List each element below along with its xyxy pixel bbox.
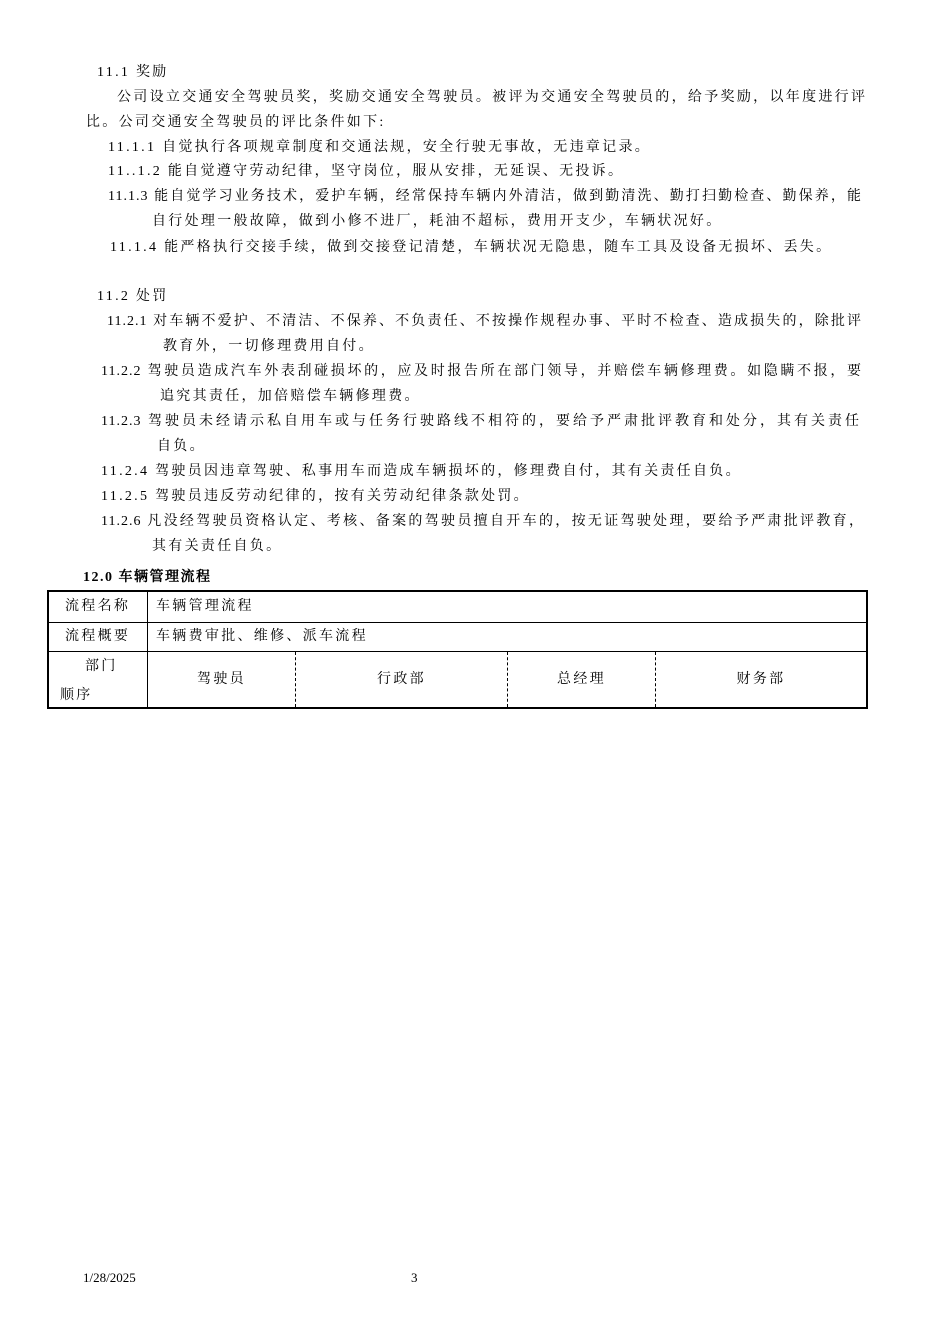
dept-general-manager: 总经理 [508, 652, 656, 707]
item-11-2-1-line-1: 11.2.1 对车辆不爱护、不清洁、不保养、不负责任、不按操作规程办事、平时不检查、造成损失的，除批评 [107, 314, 862, 329]
item-11-2-1-line-2: 教育外，一切修理费用自付。 [163, 339, 375, 354]
item-11-2-6-line-2: 其有关责任自负。 [152, 539, 283, 554]
flow-table [47, 590, 868, 709]
item-11-1-2: 11..1.2 能自觉遵守劳动纪律，坚守岗位，服从安排，无延误、无投诉。 [108, 164, 625, 179]
order-header-label: 顺序 [60, 688, 93, 703]
footer-date: 1/28/2025 [83, 1270, 136, 1285]
section-11-1-intro-line-1: 公司设立交通安全驾驶员奖，奖励交通安全驾驶员。被评为交通安全驾驶员的，给予奖励，以年度进行评 [117, 90, 866, 105]
item-11-2-3-line-1: 11.2.3 驾驶员未经请示私自用车或与任务行驶路线不相符的，要给予严肃批评教育和处分，其有关责任 [101, 414, 860, 429]
footer-page-number: 3 [411, 1270, 418, 1285]
item-11-2-3-line-2: 自负。 [157, 439, 206, 454]
flow-summary-label: 流程概要 [49, 623, 148, 652]
dept-finance: 财务部 [736, 671, 786, 687]
item-11-2-2-line-2: 追究其责任，加倍赔偿车辆修理费。 [160, 389, 421, 404]
item-11-2-2-line-1: 11.2.2 驾驶员造成汽车外表刮碰损坏的，应及时报告所在部门领导，并赔偿车辆修理费。如隐瞒不报，要 [101, 364, 862, 379]
flow-name-value: 车辆管理流程 [148, 592, 866, 623]
flow-name-label: 流程名称 [49, 592, 148, 623]
section-11-1-intro-line-2: 比。公司交通安全驾驶员的评比条件如下: [86, 115, 386, 130]
item-11-2-4: 11.2.4 驾驶员因违章驾驶、私事用车而造成车辆损坏的，修理费自付，其有关责任自负。 [101, 464, 742, 479]
item-11-2-6-line-1: 11.2.6 凡没经驾驶员资格认定、考核、备案的驾驶员擅自开车的，按无证驾驶处理，要给予严肃批评教育， [101, 514, 864, 529]
section-11-2-title: 11.2 处罚 [97, 289, 169, 304]
dept-order-header [49, 652, 148, 707]
dept-driver: 驾驶员 [148, 652, 296, 707]
item-11-2-5: 11.2.5 驾驶员违反劳动纪律的，按有关劳动纪律条款处罚。 [101, 489, 530, 504]
section-11-1-title: 11.1 奖励 [97, 65, 169, 80]
dept-header-label: 部门 [85, 659, 118, 674]
item-11-1-3-line-2: 自行处理一般故障，做到小修不进厂，耗油不超标，费用开支少，车辆状况好。 [152, 214, 723, 229]
flow-summary-value: 车辆费审批、维修、派车流程 [148, 623, 866, 652]
dept-admin: 行政部 [296, 652, 508, 707]
item-11-1-1: 11.1.1 自觉执行各项规章制度和交通法规，安全行驶无事故，无违章记录。 [108, 140, 652, 155]
item-11-1-4: 11.1.4 能严格执行交接手续，做到交接登记清楚，车辆状况无隐患，随车工具及设备无损坏、丢失。 [110, 240, 833, 255]
item-11-1-3-line-1: 11.1.3 能自觉学习业务技术，爱护车辆，经常保持车辆内外清洁，做到勤清洗、勤打扫勤检查、勤保养，能 [108, 189, 862, 204]
section-12-heading: 12.0 车辆管理流程 [83, 570, 212, 585]
